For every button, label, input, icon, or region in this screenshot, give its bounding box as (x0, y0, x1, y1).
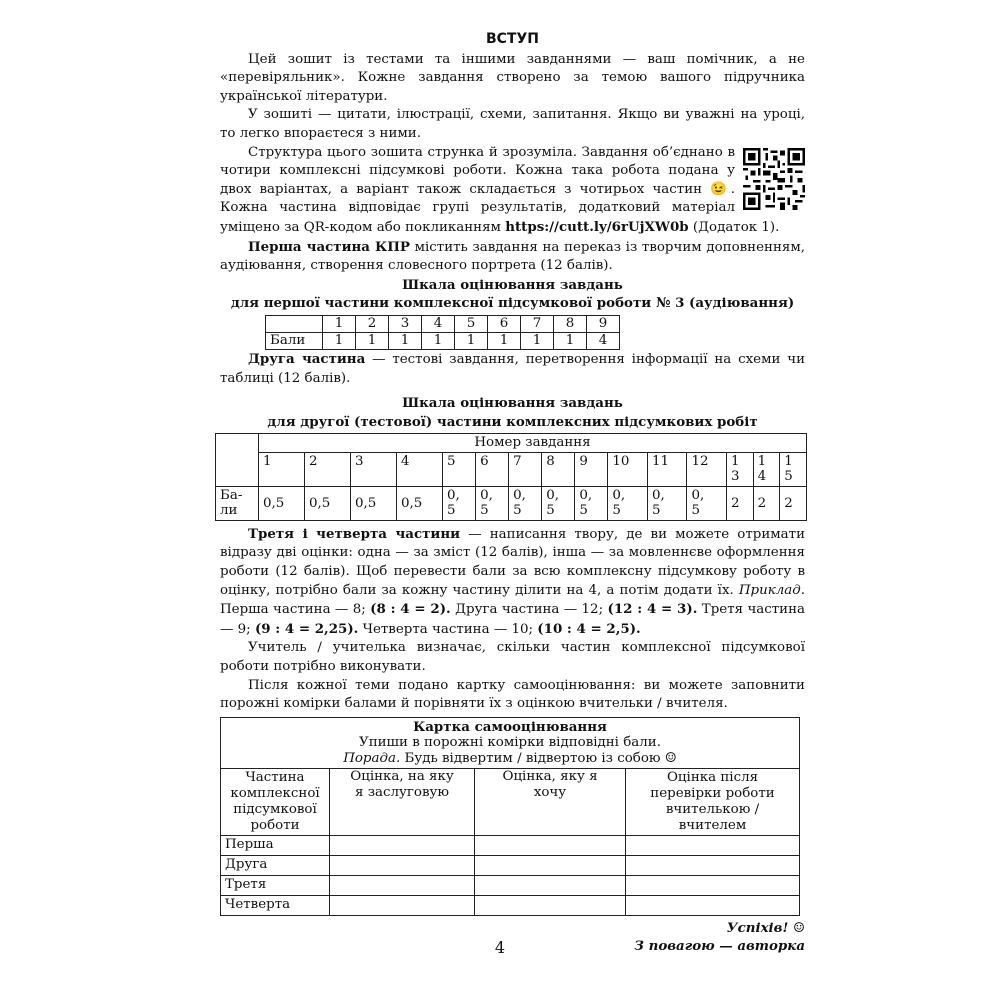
scale1-corner-cell (266, 315, 323, 332)
parts-three-four-label: Третя і четверта частини (248, 525, 461, 542)
card-advice-label: Порада. (343, 750, 401, 766)
scale2-points-cell: 0,5 (351, 486, 397, 520)
scale2-points-cell: 0, 5 (608, 486, 648, 520)
part-one-text: містить завдання на переказ із творчим доповненням, аудіювання, створення словесного портрета (12 балів). (220, 239, 805, 274)
scale2-number-cell: 12 (687, 452, 727, 486)
scale2-title: Шкала оцінювання завдань (402, 395, 623, 412)
example-calc-one: (8 : 4 = 2). (370, 601, 451, 618)
scale1-subtitle: для першої частини комплексної підсумкової роботи № 3 (аудіювання) (230, 295, 795, 312)
example-label: Приклад. (738, 582, 805, 598)
scale2-points-cell: 0, 5 (476, 486, 509, 520)
card-instruction: Упиши в порожні комірки відповідні бали. (359, 734, 661, 750)
scale2-row-label: Ба- ли (216, 486, 259, 520)
card-row-label: Перша (221, 835, 330, 855)
scale2-points-cell: 0, 5 (542, 486, 575, 520)
card-row-label: Четверта (221, 895, 330, 915)
card-row (221, 855, 800, 875)
card-empty-cell[interactable] (626, 895, 800, 915)
scale1-points-cell: 1 (323, 332, 356, 349)
example-part-three: Третя частина — 9; (220, 602, 806, 637)
example-calc-four: (10 : 4 = 2,5). (537, 620, 641, 637)
example-part-two: Друга частина — 12; (455, 602, 604, 618)
parts-three-four-paragraph (220, 525, 805, 640)
part-one-label: Перша частина КПР (248, 238, 410, 255)
scale2-subtitle: для другої (тестової) частини комплексних підсумкових робіт (267, 413, 758, 430)
scale2-number-cell: 1 4 (753, 452, 780, 486)
page-title: ВСТУП (485, 31, 539, 47)
scale2-numbers-row (216, 452, 807, 486)
card-empty-cell[interactable] (475, 895, 626, 915)
scale2-points-cell: 0,5 (397, 486, 443, 520)
scale2-header-row (216, 434, 807, 453)
part-one-paragraph (220, 238, 805, 276)
intro-paragraph-3-text-b: . Кожна частина відповідає групі результатів, додатковий матеріал уміщено за QR-кодом або покликанням (220, 181, 735, 235)
scale2-number-cell: 1 5 (780, 452, 807, 486)
scale1-number-cell: 6 (488, 315, 521, 332)
scale1-points-cell: 4 (587, 332, 620, 349)
scale2-table (215, 433, 807, 521)
card-title: Картка самооцінювання (413, 718, 607, 735)
card-row (221, 895, 800, 915)
scale2-corner-cell (216, 434, 259, 487)
scale2-number-cell: 9 (575, 452, 608, 486)
scale1-number-cell: 3 (389, 315, 422, 332)
scale2-number-cell: 7 (509, 452, 542, 486)
card-row-label: Третя (221, 875, 330, 895)
card-row-label: Друга (221, 855, 330, 875)
scale2-header: Номер завдання (259, 434, 807, 453)
scale2-points-cell: 0, 5 (443, 486, 476, 520)
scale1-points-cell: 1 (422, 332, 455, 349)
card-empty-cell[interactable] (330, 855, 475, 875)
teacher-paragraph: Учитель / учителька визначає, скільки частин комплексної підсумкової роботи потрібно виконувати. (220, 640, 805, 674)
scale2-points-cell: 0,5 (259, 486, 305, 520)
scale2-number-cell: 11 (647, 452, 687, 486)
scale2-points-cell: 0, 5 (575, 486, 608, 520)
intro-paragraph-3-text-c: (Додаток 1). (692, 219, 780, 235)
scale1-number-cell: 8 (554, 315, 587, 332)
card-col-teacher: Оцінка після перевірки роботи вчителькою / вчителем (626, 768, 800, 835)
card-columns-row (221, 768, 800, 835)
card-rows (221, 835, 800, 915)
example-part-one: Перша частина — 8; (220, 602, 366, 618)
card-advice-text: Будь відвертим / відвертою із собою ☺ (404, 750, 677, 766)
scale2-points-cell: 0, 5 (647, 486, 687, 520)
example-part-four: Четверта частина — 10; (362, 621, 534, 637)
intro-paragraph-1: Цей зошит із тестами та іншими завданнями — ваш помічник, а не «перевіряльник». Кожне завдання створено за темою вашого підручника української літератури. (220, 51, 805, 104)
scale2-number-cell: 1 3 (727, 452, 754, 486)
page-content (220, 30, 805, 956)
signature-author: З повагою — авторка (634, 938, 805, 955)
signature-success: Успіхів! ☺ (726, 919, 805, 936)
scale1-number-cell: 4 (422, 315, 455, 332)
card-empty-cell[interactable] (475, 835, 626, 855)
card-col-want: Оцінка, яку я хочу (475, 768, 626, 835)
intro-paragraph-2: У зошиті — цитати, ілюстрації, схеми, запитання. Якщо ви уважні на уроці, то легко впораєтеся з ними. (220, 107, 805, 141)
self-assessment-card (220, 717, 800, 916)
scale1-row-label: Бали (266, 332, 323, 349)
scale2-number-cell: 2 (305, 452, 351, 486)
scale2-number-cell: 10 (608, 452, 648, 486)
card-empty-cell[interactable] (626, 855, 800, 875)
qr-code-icon[interactable] (743, 148, 805, 210)
card-row (221, 875, 800, 895)
scale1-table (265, 315, 620, 350)
scale2-points-cell: 2 (753, 486, 780, 520)
scale2-number-cell: 4 (397, 452, 443, 486)
part-two-label: Друга частина (248, 350, 366, 367)
scale1-points-cell: 1 (455, 332, 488, 349)
card-header-row (221, 717, 800, 768)
scale1-number-cell: 7 (521, 315, 554, 332)
wink-emoji-icon: 😉 (710, 181, 731, 197)
scale2-number-cell: 3 (351, 452, 397, 486)
scale1-points-cell: 1 (488, 332, 521, 349)
scale1-number-cell: 1 (323, 315, 356, 332)
scale1-title: Шкала оцінювання завдань (402, 276, 623, 293)
scale2-points-cell: 0,5 (305, 486, 351, 520)
card-empty-cell[interactable] (475, 855, 626, 875)
card-advice (225, 751, 795, 767)
scale1-number-cell: 2 (356, 315, 389, 332)
example-calc-three: (9 : 4 = 2,25). (254, 620, 359, 637)
card-empty-cell[interactable] (330, 835, 475, 855)
scale2-points-cell: 2 (727, 486, 754, 520)
scale1-number-cell: 5 (455, 315, 488, 332)
intro-paragraph-3 (220, 144, 805, 238)
card-col-part: Частина комплексної підсумкової роботи (221, 768, 330, 835)
scale2-points-cell: 0, 5 (509, 486, 542, 520)
scale1-header-row (266, 315, 620, 332)
scale2-number-cell: 6 (476, 452, 509, 486)
card-empty-cell[interactable] (330, 875, 475, 895)
card-empty-cell[interactable] (330, 895, 475, 915)
scale1-points-row (266, 332, 620, 349)
card-empty-cell[interactable] (626, 835, 800, 855)
card-header (221, 717, 800, 768)
part-two-text: — тестові завдання, перетворення інформації на схеми чи таблиці (12 балів). (220, 351, 806, 386)
card-row (221, 835, 800, 855)
url-link[interactable]: https://cutt.ly/6rUjXW0b (505, 218, 689, 235)
scale1-points-cell: 1 (356, 332, 389, 349)
scale1-points-cell: 1 (389, 332, 422, 349)
scale2-number-cell: 8 (542, 452, 575, 486)
scale1-points-cell: 1 (521, 332, 554, 349)
scale2-number-cell: 5 (443, 452, 476, 486)
card-empty-cell[interactable] (475, 875, 626, 895)
scale2-number-cell: 1 (259, 452, 305, 486)
page-number: 4 (494, 938, 506, 957)
intro-paragraph-3-text-a: Структура цього зошита струнка й зрозуміла. Завдання об’єднано в чотири комплексні підсумкові роботи. Кожна така робота подана у двох варіантах, а варіант також складається з чотирьох частин (220, 144, 735, 197)
card-col-deserve: Оцінка, на яку я заслуговую (330, 768, 475, 835)
scale1-number-cell: 9 (587, 315, 620, 332)
parts-three-four-text: — написання твору, де ви можете отримати відразу дві оцінки: одна — за зміст (12 балів), інша — за мовленнєве оформлення роботи (12 балів). Щоб перевести бали за всю комплексну підсумкову роботу в оцінку, потрібно бали за кожну частину ділити на 4, а потім додати їх. (220, 526, 805, 598)
card-empty-cell[interactable] (626, 875, 800, 895)
scale1-points-cell: 1 (554, 332, 587, 349)
part-two-paragraph (220, 350, 805, 388)
scale2-points-cell: 0, 5 (687, 486, 727, 520)
scale2-points-row (216, 486, 807, 520)
scale2-points-cell: 2 (780, 486, 807, 520)
example-calc-two: (12 : 4 = 3). (607, 601, 698, 618)
self-assessment-paragraph: Після кожної теми подано картку самооцінювання: ви можете заповнити порожні комірки балами й порівняти їх з оцінкою вчительки / вчителя. (220, 677, 805, 712)
